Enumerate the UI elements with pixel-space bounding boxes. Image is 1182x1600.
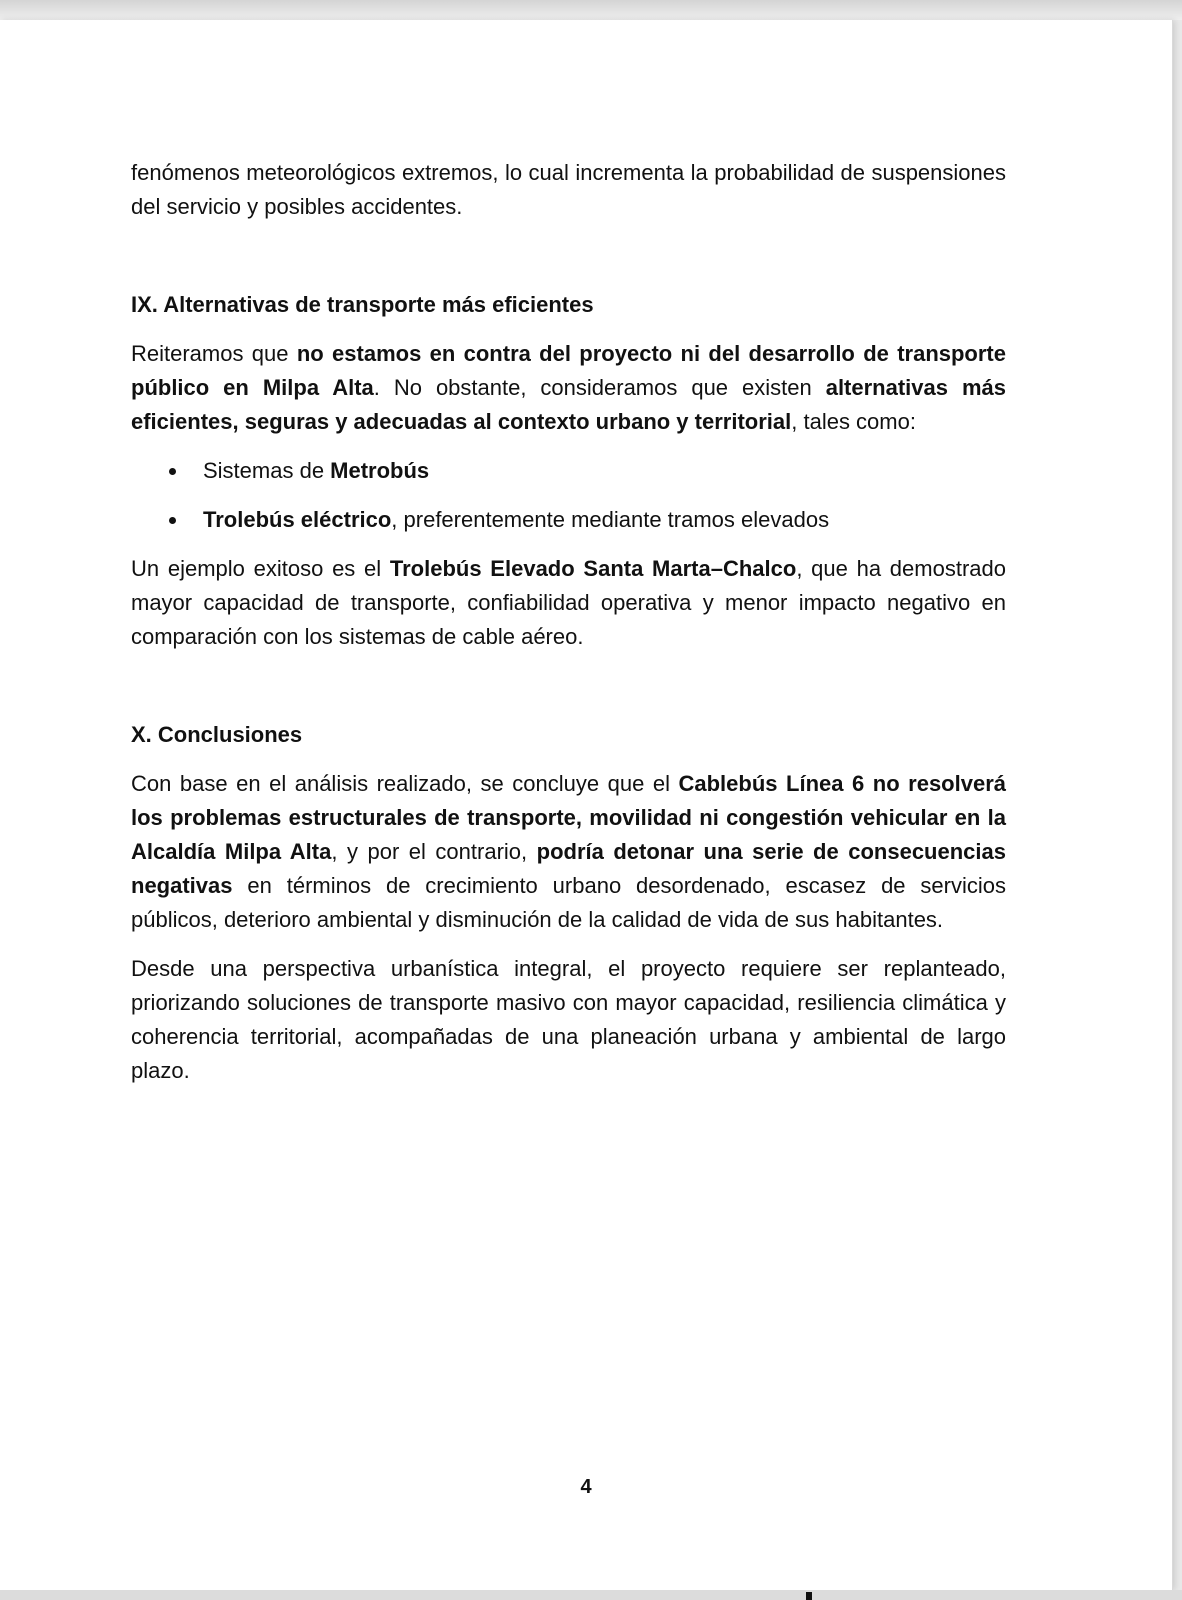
spacer — [131, 322, 1006, 337]
bullet-icon — [169, 517, 176, 524]
bold-run: Trolebús Elevado Santa Marta–Chalco — [389, 556, 797, 581]
page-number: 4 — [580, 1476, 592, 1498]
section-ix-paragraph-1 — [131, 337, 1006, 439]
spacer — [131, 752, 1006, 767]
bold-run: podría detonar una serie de consecuencias negativas — [131, 839, 1006, 898]
text-run: Un ejemplo exitoso es el — [131, 556, 390, 581]
spacer — [131, 224, 1006, 288]
bold-run: Metrobús — [330, 458, 430, 483]
list-item — [131, 503, 1006, 537]
spacer — [131, 654, 1006, 718]
text-run: , preferentemente mediante tramos elevados — [391, 507, 830, 532]
bold-run: no estamos en contra del proyecto ni del desarrollo de transporte público en Milpa Alta — [131, 341, 1006, 400]
spacer — [131, 537, 1006, 552]
text-run: , tales como: — [791, 409, 916, 434]
bold-run: alternativas más eficientes, seguras y adecuadas al contexto urbano y territorial — [131, 375, 1006, 434]
bottom-mark — [806, 1592, 812, 1600]
text-run: Reiteramos que — [131, 341, 297, 366]
page-content — [131, 156, 1006, 1088]
text-run: . No obstante, consideramos que existen — [373, 375, 826, 400]
text-run: , que ha demostrado mayor capacidad de transporte, confiabilidad operativa y menor impacto negativo en comparación con los sistemas de cable aéreo. — [131, 556, 1006, 649]
intro-paragraph: fenómenos meteorológicos extremos, lo cual incrementa la probabilidad de suspensiones del servicio y posibles accidentes. — [131, 160, 1006, 219]
bold-run: Trolebús eléctrico — [203, 507, 392, 532]
text-run: , y por el contrario, — [331, 839, 537, 864]
spacer — [131, 439, 1006, 454]
page-top-edge — [0, 0, 1182, 20]
section-x-paragraph-1 — [131, 767, 1006, 937]
page-bottom-edge — [0, 1590, 1182, 1600]
alternatives-list — [131, 454, 1006, 537]
bold-run: Cablebús Línea 6 no resolverá los problemas estructurales de transporte, movilidad ni congestión vehicular en la Alcaldía Milpa Alta — [131, 771, 1006, 864]
list-item — [131, 454, 1006, 488]
text-run: Con base en el análisis realizado, se concluye que el — [131, 771, 679, 796]
document-page — [0, 20, 1173, 1590]
section-ix-paragraph-2 — [131, 552, 1006, 654]
bullet-icon — [169, 468, 176, 475]
spacer — [131, 937, 1006, 952]
section-ix-heading: IX. Alternativas de transporte más eficientes — [131, 292, 594, 317]
section-x-heading: X. Conclusiones — [131, 722, 303, 747]
section-x-paragraph-2: Desde una perspectiva urbanística integral, el proyecto requiere ser replanteado, priorizando soluciones de transporte masivo con mayor capacidad, resiliencia climática y coherencia territorial, acompañadas de una planeación urbana y ambiental de largo plazo. — [131, 956, 1006, 1083]
text-run: Sistemas de — [203, 458, 331, 483]
text-run: en términos de crecimiento urbano desordenado, escasez de servicios públicos, deterioro ambiental y disminución de la calidad de vida de sus habitantes. — [131, 873, 1006, 932]
